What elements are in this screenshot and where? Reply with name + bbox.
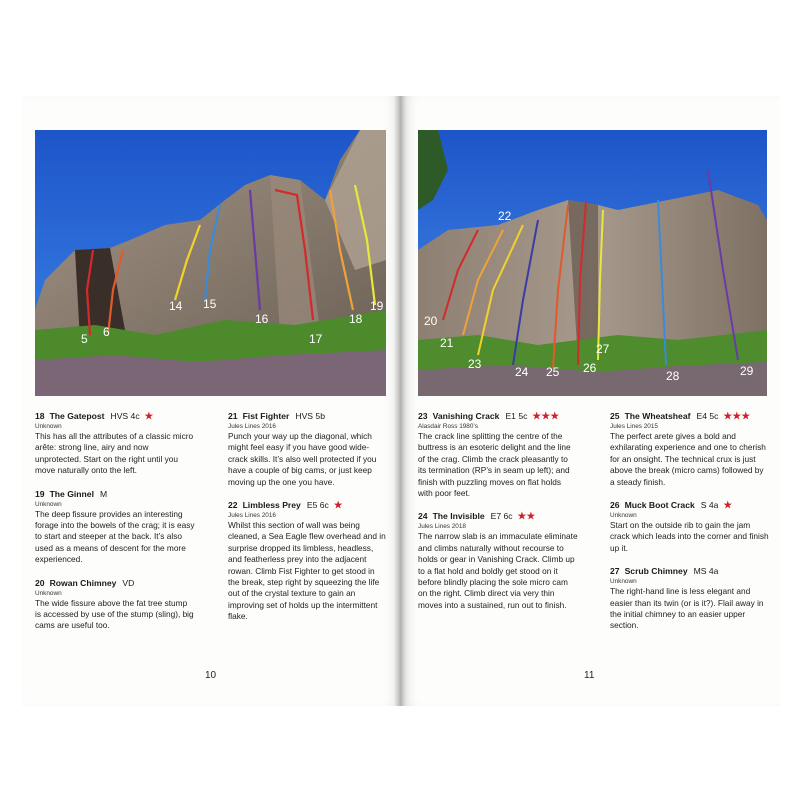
route-name: Fist Fighter: [242, 411, 290, 421]
star-rating-icon: ★: [333, 500, 343, 512]
photo-label: 19: [370, 299, 384, 313]
route-name: The Invisible: [432, 511, 485, 522]
route-number: 20: [35, 577, 45, 588]
route-description: The perfect arete gives a bold and exhilarating experience and one to cherish for an onsight. The technical crux is just above the break (micro cams) followed by a steady finish.: [610, 431, 766, 487]
route-name: Vanishing Crack: [432, 411, 500, 421]
route-description: The crack line splitting the centre of the buttress is an esoteric delight and the line of the crag. Climb the crack pleasantly to its termination (RP’s in seam up left); and finish with puzzling moves on flat holds with poor feet.: [418, 431, 571, 499]
first-ascent: Jules Lines 2015: [610, 423, 658, 430]
route-name: Muck Boot Crack: [624, 500, 695, 511]
crag-photo-right: [418, 130, 767, 396]
route-grade: E1 5c: [505, 411, 528, 421]
route-description: The narrow slab is an immaculate eliminate and climbs naturally without recourse to holds or gear in Vanishing Crack. Climb up to a flat hold and boldly get stood on it before blindly placing the sole micro cam on the right. Climb direct via very thin moves into a sustained, run out to finish.: [418, 531, 578, 610]
photo-label: 18: [349, 312, 363, 326]
star-rating-icon: ★: [144, 411, 154, 422]
route-name: The Gatepost: [49, 411, 105, 421]
route-grade: E4 5c: [696, 411, 719, 421]
star-rating-icon: ★★★: [723, 411, 751, 422]
photo-label: 15: [203, 297, 217, 311]
left-column-2: [228, 411, 388, 635]
photo-label: 23: [468, 357, 482, 371]
first-ascent: Unknown: [610, 578, 637, 586]
first-ascent: Unknown: [35, 589, 62, 597]
route-description: This has all the attributes of a classic micro arête: strong line, airy and now unprotected. Start on the right until you move naturally onto the left.: [35, 431, 194, 476]
route-name: Rowan Chimney: [49, 577, 117, 588]
left-column-1: [35, 411, 195, 644]
star-rating-icon: ★: [723, 500, 733, 512]
first-ascent: Jules Lines 2018: [418, 523, 466, 531]
route-entry: [35, 411, 195, 477]
photo-label: 21: [440, 336, 454, 350]
route-description: Punch your way up the diagonal, which might feel easy if you have good wide-crack skills. It’s also well protected if you have a couple of big cams, or just keep moving up the one you have.: [228, 431, 377, 487]
route-entry: [418, 411, 578, 499]
route-number: 24: [418, 511, 428, 522]
route-grade: E7 6c: [490, 511, 513, 522]
route-grade: VD: [122, 577, 135, 588]
route-entry: [418, 511, 578, 611]
route-entry: [228, 411, 388, 488]
route-number: 21: [228, 411, 238, 421]
route-grade: HVS 4c: [110, 411, 140, 421]
photo-label: 22: [498, 209, 512, 223]
route-number: 22: [228, 500, 238, 511]
route-description: The right-hand line is less elegant and easier than its twin (or is it?). Flail away in the initial chimney to an easier upper section.: [610, 586, 764, 631]
photo-label: 6: [103, 325, 110, 339]
first-ascent: Jules Lines 2016: [228, 423, 276, 430]
photo-label: 26: [583, 361, 597, 375]
photo-label: 25: [546, 365, 560, 379]
photo-label: 27: [596, 342, 610, 356]
route-name: The Ginnel: [49, 488, 94, 499]
route-number: 19: [35, 488, 45, 499]
route-description: The deep fissure provides an interesting forage into the bowels of the crag; it is easy to start and steeper at the back. It’s also used as a means of descent for the more experienced.: [35, 508, 195, 565]
book-spine: [394, 96, 406, 706]
route-grade: E5 6c: [306, 500, 329, 511]
first-ascent: Unknown: [35, 500, 62, 508]
route-grade: HVS 5b: [295, 411, 325, 421]
route-grade: S 4a: [700, 500, 719, 511]
route-entry: [35, 578, 195, 632]
route-entry: [610, 411, 770, 488]
route-grade: MS 4a: [693, 566, 719, 577]
right-column-2: [610, 411, 770, 644]
route-entry: [610, 566, 770, 632]
first-ascent: Unknown: [35, 423, 62, 430]
star-rating-icon: ★★★: [532, 411, 560, 422]
photo-label: 24: [515, 365, 529, 379]
first-ascent: Jules Lines 2016: [228, 512, 276, 520]
photo-label: 5: [81, 332, 88, 346]
route-number: 18: [35, 411, 45, 421]
route-number: 23: [418, 411, 428, 421]
route-name: Scrub Chimney: [624, 566, 688, 577]
route-description: Whilst this section of wall was being cleaned, a Sea Eagle flew overhead and in surprise dropped its limbless, headless, and featherless prey into the adjacent rowan. Climb Fist Fighter to get stood in the break, step right by squeezing the life out of the crystal texture to gain an improving set of holds up the intermittent flake.: [228, 520, 386, 622]
route-name: The Wheatsheaf: [624, 411, 691, 421]
photo-label: 28: [666, 369, 680, 383]
photo-label: 29: [740, 364, 754, 378]
route-number: 25: [610, 411, 620, 421]
photo-label: 16: [255, 312, 269, 326]
crag-photo-left: [35, 130, 386, 396]
page-number-right: 11: [584, 670, 595, 681]
route-number: 27: [610, 566, 620, 577]
right-column-1: [418, 411, 578, 623]
first-ascent: Unknown: [610, 512, 637, 520]
route-number: 26: [610, 500, 620, 511]
page-number-left: 10: [205, 670, 217, 681]
photo-label: 17: [309, 332, 323, 346]
route-name: Limbless Prey: [242, 500, 301, 511]
first-ascent: Alasdair Ross 1980’s: [418, 423, 478, 430]
route-entry: [35, 489, 195, 566]
route-entry: [228, 500, 388, 623]
photo-label: 14: [169, 299, 183, 313]
route-description: Start on the outside rib to gain the jam crack which leads into the corner and finish up it.: [610, 520, 769, 553]
route-entry: [610, 500, 770, 554]
star-rating-icon: ★★: [517, 511, 536, 523]
route-description: The wide fissure above the fat tree stump is accessed by use of the stump (sling), big cams are useful too.: [35, 597, 194, 631]
photo-label: 20: [424, 314, 438, 328]
route-grade: M: [99, 488, 108, 499]
